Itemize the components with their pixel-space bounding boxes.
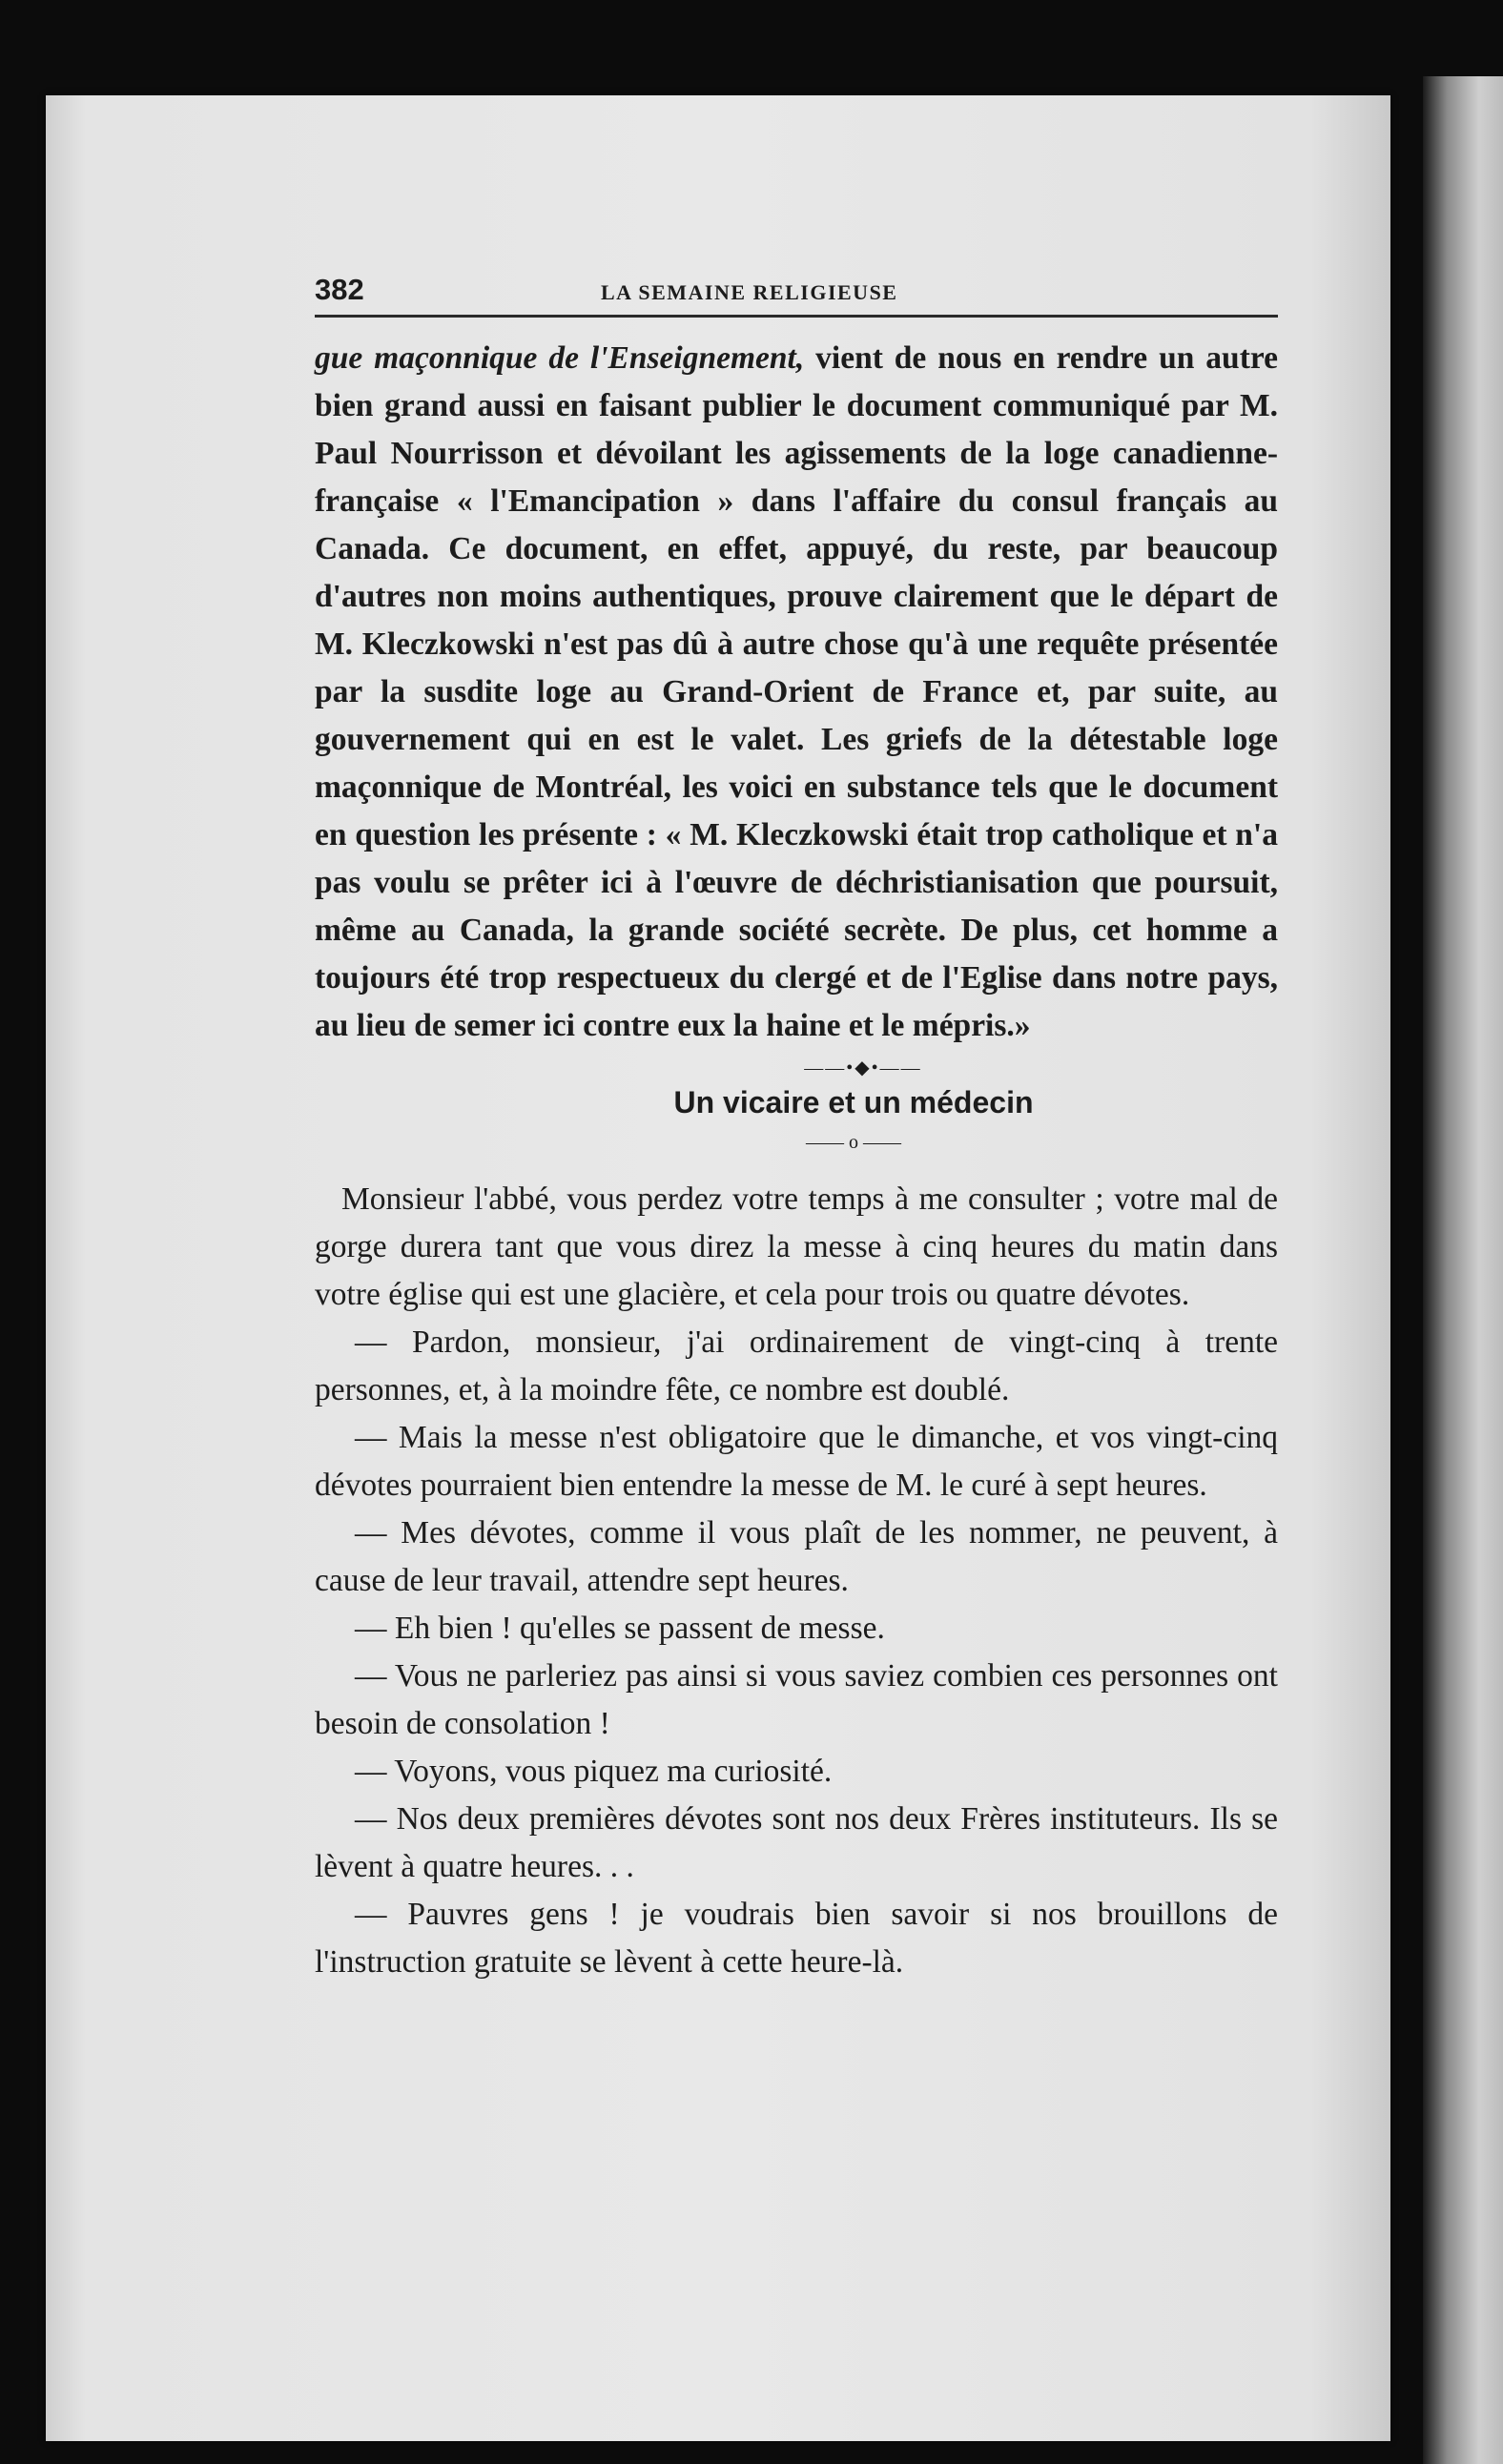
- section-title: Un vicaire et un médecin: [673, 1085, 1034, 1119]
- dialogue-paragraph: — Pardon, monsieur, j'ai ordinairement de vingt-cinq à trente personnes, et, à la moindre fête, ce nombre est doublé.: [315, 1324, 1278, 1407]
- dialogue-paragraph: — Nos deux premières dévotes sont nos deux Frères instituteurs. Ils se lèvent à quatre heures. . .: [315, 1801, 1278, 1884]
- section-ornament: ——•◆•——: [804, 1057, 922, 1078]
- dialogue-paragraph: Monsieur l'abbé, vous perdez votre temps à me consulter ; votre mal de gorge durera tant que vous direz la messe à cinq heures du matin dans votre église qui est une glacière, et cela pour trois ou quatre dévotes.: [315, 1181, 1278, 1312]
- opening-text: vient de nous en rendre un autre bien grand aussi en faisant publier le document communiqué par M. Paul Nourrisson et dévoilant les agissements de la loge canadienne-française « l'Emancipation » dans l'affaire du consul français au Canada. Ce document, en effet, appuyé, du reste, par beaucoup d'autres non moins authentiques, prouve clairement que le départ de M. Kleczkowski n'est pas dû à autre chose qu'à une requête présentée par la susdite loge au Grand-Orient de France et, par suite, au gouvernement qui en est le valet. Les griefs de la détestable loge maçonnique de Montréal, les voici en substance tels que le document en question les présente : « M. Kleczkowski était trop catholique et n'a pas voulu se prêter ici à l'œuvre de déchristianisation que poursuit, même au Canada, la grande société secrète. De plus, cet homme a toujours été trop respectueux du clergé et de l'Eglise dans notre pays, au lieu de semer ici contre eux la haine et le mépris.»: [315, 340, 1278, 1043]
- title-rule: —— o ——: [806, 1132, 901, 1153]
- dialogue-paragraph: — Eh bien ! qu'elles se passent de messe.: [355, 1611, 885, 1646]
- page-number: 382: [315, 273, 364, 306]
- opening-paragraph: [315, 335, 1278, 1050]
- dialogue-paragraph: — Voyons, vous piquez ma curiosité.: [355, 1754, 833, 1789]
- dialogue-paragraph: — Mes dévotes, comme il vous plaît de les nommer, ne peuvent, à cause de leur travail, attendre sept heures.: [315, 1515, 1278, 1598]
- italic-lead: gue maçonnique de l'Enseignement,: [315, 340, 805, 376]
- dialogue: [315, 1176, 1278, 1986]
- dialogue-paragraph: — Vous ne parleriez pas ainsi si vous saviez combien ces personnes ont besoin de consolation !: [315, 1658, 1278, 1741]
- facing-page-edge: [1423, 76, 1503, 2464]
- running-head: [315, 257, 1278, 318]
- page-text-block: [315, 257, 1278, 1986]
- dialogue-paragraph: — Pauvres gens ! je voudrais bien savoir si nos brouillons de l'instruction gratuite se lèvent à cette heure-là.: [315, 1897, 1278, 1980]
- dialogue-paragraph: — Mais la messe n'est obligatoire que le dimanche, et vos vingt-cinq dévotes pourraient bien entendre la messe de M. le curé à sept heures.: [315, 1420, 1278, 1503]
- running-title: LA SEMAINE RELIGIEUSE: [601, 280, 898, 304]
